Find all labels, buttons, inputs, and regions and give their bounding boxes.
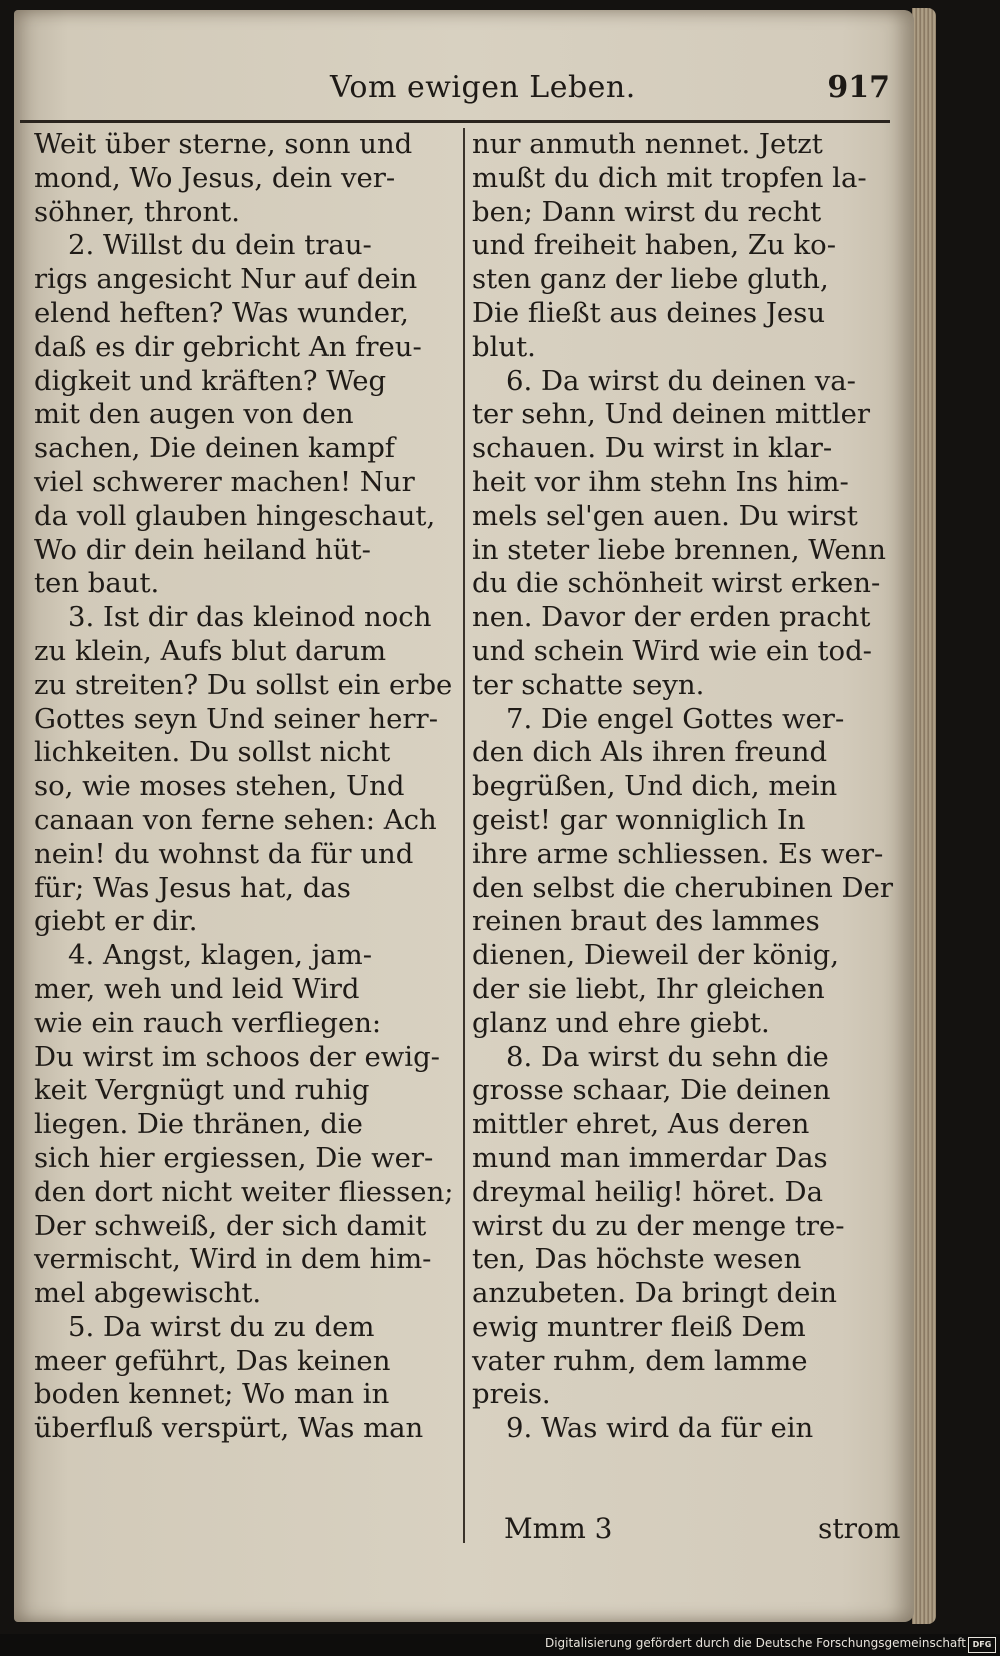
- text-line: dienen, Dieweil der könig,: [472, 939, 839, 972]
- text-line: heit vor ihm stehn Ins him-: [472, 465, 849, 498]
- text-line: 5. Da wirst du zu dem: [68, 1310, 375, 1343]
- text-line: söhner, thront.: [34, 195, 240, 228]
- text-line: ihre arme schliessen. Es wer-: [472, 837, 884, 870]
- text-line: viel schwerer machen! Nur: [34, 465, 415, 498]
- text-line: ewig muntrer fleiß Dem: [472, 1310, 806, 1343]
- text-line: 2. Willst du dein trau-: [68, 229, 372, 262]
- left-column: [34, 128, 454, 1446]
- text-line: du die schönheit wirst erken-: [472, 567, 881, 600]
- text-line: geist! gar wonniglich In: [472, 803, 806, 836]
- text-line: 3. Ist dir das kleinod noch: [68, 601, 432, 634]
- text-line: vermischt, Wird in dem him-: [34, 1243, 432, 1276]
- text-line: glanz und ehre giebt.: [472, 1006, 770, 1039]
- text-line: mittler ehret, Aus deren: [472, 1108, 810, 1141]
- catchword: strom: [818, 1512, 901, 1545]
- text-line: wirst du zu der menge tre-: [472, 1209, 845, 1242]
- text-line: Du wirst im schoos der ewig-: [34, 1040, 440, 1073]
- text-line: für; Was Jesus hat, das: [34, 871, 351, 904]
- running-title: Vom ewigen Leben.: [330, 70, 636, 105]
- credit-text: Digitalisierung gefördert durch die Deutsche Forschungsgemeinschaft: [544, 1636, 966, 1650]
- text-line: dreymal heilig! höret. Da: [472, 1175, 824, 1208]
- text-line: reinen braut des lammes: [472, 905, 820, 938]
- text-line: begrüßen, Und dich, mein: [472, 770, 838, 803]
- text-line: wie ein rauch verfliegen:: [34, 1006, 382, 1039]
- text-line: grosse schaar, Die deinen: [472, 1074, 831, 1107]
- credit-bar: [0, 1634, 1000, 1656]
- text-line: giebt er dir.: [34, 905, 198, 938]
- text-line: und freiheit haben, Zu ko-: [472, 229, 836, 262]
- text-line: Wo dir dein heiland hüt-: [34, 533, 371, 566]
- text-line: der sie liebt, Ihr gleichen: [472, 972, 825, 1005]
- text-line: mond, Wo Jesus, dein ver-: [34, 161, 396, 194]
- signature-mark: Mmm 3: [504, 1512, 613, 1545]
- text-line: den selbst die cherubinen Der: [472, 871, 893, 904]
- text-line: Der schweiß, der sich damit: [34, 1209, 427, 1242]
- text-line: den dich Als ihren freund: [472, 736, 828, 769]
- text-line: boden kennet; Wo man in: [34, 1378, 390, 1411]
- text-line: vater ruhm, dem lamme: [472, 1344, 808, 1377]
- text-line: daß es dir gebricht An freu-: [34, 330, 422, 363]
- right-column: [472, 128, 892, 1446]
- text-line: und schein Wird wie ein tod-: [472, 634, 872, 667]
- text-line: in steter liebe brennen, Wenn: [472, 533, 887, 566]
- text-line: ter schatte seyn.: [472, 668, 705, 701]
- text-line: zu klein, Aufs blut darum: [34, 634, 387, 667]
- text-line: anzubeten. Da bringt dein: [472, 1277, 837, 1310]
- text-line: 7. Die engel Gottes wer-: [506, 702, 845, 735]
- text-line: ter sehn, Und deinen mittler: [472, 398, 871, 431]
- page-number: 917: [827, 70, 890, 105]
- text-line: nen. Davor der erden pracht: [472, 601, 871, 634]
- text-line: 8. Da wirst du sehn die: [506, 1040, 829, 1073]
- dfg-logo: DFG: [968, 1637, 996, 1653]
- text-line: so, wie moses stehen, Und: [34, 770, 405, 803]
- text-line: lichkeiten. Du sollst nicht: [34, 736, 391, 769]
- text-line: überfluß verspürt, Was man: [34, 1412, 424, 1445]
- text-line: nur anmuth nennet. Jetzt: [472, 128, 823, 160]
- text-line: nein! du wohnst da für und: [34, 837, 414, 870]
- page-edge: [912, 8, 936, 1624]
- text-line: digkeit und kräften? Weg: [34, 364, 387, 397]
- text-line: sten ganz der liebe gluth,: [472, 263, 829, 296]
- text-line: mer, weh und leid Wird: [34, 972, 360, 1005]
- text-line: den dort nicht weiter fliessen;: [34, 1175, 454, 1208]
- text-line: 9. Was wird da für ein: [506, 1412, 814, 1445]
- text-line: meer geführt, Das keinen: [34, 1344, 391, 1377]
- text-line: mit den augen von den: [34, 398, 354, 431]
- text-line: sich hier ergiessen, Die wer-: [34, 1141, 434, 1174]
- text-line: zu streiten? Du sollst ein erbe: [34, 668, 453, 701]
- text-line: 6. Da wirst du deinen va-: [506, 364, 856, 397]
- text-line: canaan von ferne sehen: Ach: [34, 803, 437, 836]
- text-line: Gottes seyn Und seiner herr-: [34, 702, 438, 735]
- text-line: mund man immerdar Das: [472, 1141, 828, 1174]
- text-line: mel abgewischt.: [34, 1277, 262, 1310]
- text-line: Die fließt aus deines Jesu: [472, 296, 826, 329]
- header-rule: [20, 120, 890, 123]
- text-line: ten, Das höchste wesen: [472, 1243, 802, 1276]
- text-line: da voll glauben hingeschaut,: [34, 499, 436, 532]
- text-line: schauen. Du wirst in klar-: [472, 432, 833, 465]
- text-line: 4. Angst, klagen, jam-: [68, 939, 373, 972]
- text-line: mußt du dich mit tropfen la-: [472, 161, 867, 194]
- text-line: ten baut.: [34, 567, 160, 600]
- text-line: rigs angesicht Nur auf dein: [34, 263, 418, 296]
- text-line: ben; Dann wirst du recht: [472, 195, 822, 228]
- text-line: mels sel'gen auen. Du wirst: [472, 499, 858, 532]
- text-line: liegen. Die thränen, die: [34, 1108, 363, 1141]
- text-line: elend heften? Was wunder,: [34, 296, 409, 329]
- page-header: [330, 70, 890, 114]
- text-line: keit Vergnügt und ruhig: [34, 1074, 370, 1107]
- column-divider: [463, 128, 465, 1543]
- text-line: preis.: [472, 1378, 551, 1411]
- text-line: blut.: [472, 330, 536, 363]
- text-line: sachen, Die deinen kampf: [34, 432, 395, 465]
- text-line: Weit über sterne, sonn und: [34, 128, 413, 160]
